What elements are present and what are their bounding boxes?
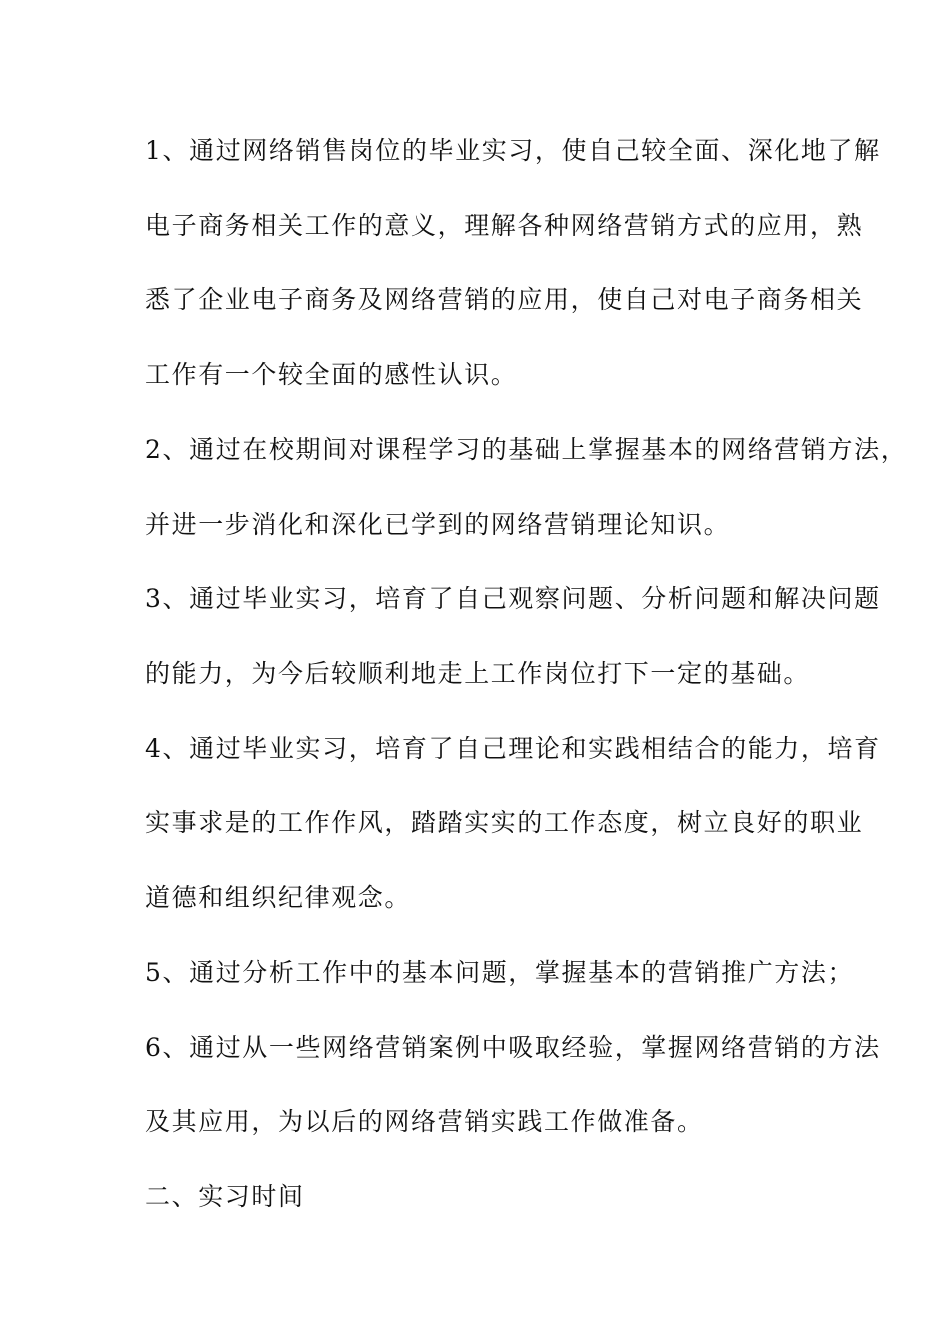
paragraph-1-line-3: 悉了企业电子商务及网络营销的应用，使自己对电子商务相关 <box>145 285 864 314</box>
paragraph-1-line-4: 工作有一个较全面的感性认识。 <box>145 360 518 389</box>
paragraph-1-line-2: 电子商务相关工作的意义，理解各种网络营销方式的应用，熟 <box>145 211 864 240</box>
paragraph-5-line-1: 5、通过分析工作中的基本问题，掌握基本的营销推广方法； <box>145 958 855 987</box>
paragraph-3-line-1: 3、通过毕业实习，培育了自己观察问题、分析问题和解决问题 <box>145 584 881 613</box>
section-heading: 二、实习时间 <box>145 1182 305 1211</box>
paragraph-4-line-3: 道德和组织纪律观念。 <box>145 883 412 912</box>
paragraph-2-line-1: 2、通过在校期间对课程学习的基础上掌握基本的网络营销方法， <box>145 435 908 464</box>
paragraph-4-line-1: 4、通过毕业实习，培育了自己理论和实践相结合的能力，培育 <box>145 734 881 763</box>
paragraph-4-line-2: 实事求是的工作作风，踏踏实实的工作态度，树立良好的职业 <box>145 808 864 837</box>
paragraph-3-line-2: 的能力，为今后较顺利地走上工作岗位打下一定的基础。 <box>145 659 811 688</box>
paragraph-2-line-2: 并进一步消化和深化已学到的网络营销理论知识。 <box>145 510 731 539</box>
paragraph-6-line-2: 及其应用，为以后的网络营销实践工作做准备。 <box>145 1107 704 1136</box>
paragraph-1-line-1: 1、通过网络销售岗位的毕业实习，使自己较全面、深化地了解 <box>145 136 881 165</box>
paragraph-6-line-1: 6、通过从一些网络营销案例中吸取经验，掌握网络营销的方法 <box>145 1033 881 1062</box>
